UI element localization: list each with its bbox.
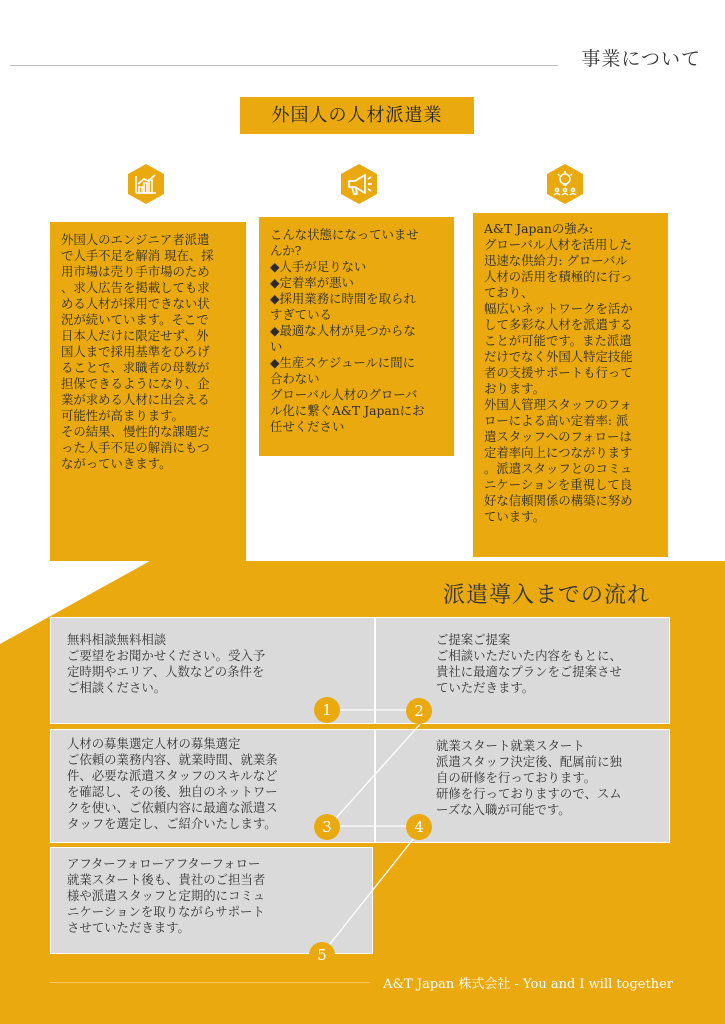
step-number-2: 2	[406, 698, 432, 724]
step-number-3: 3	[314, 814, 340, 840]
step-description: ご依頼の業務内容、就業時間、就業条 件、必要な派遣スタッフのスキルなど を確認し、その後、独自のネットワー クを使い、ご依頼内容に最適な派遣ス タッフを選定し、ご紹介いたします。	[67, 752, 278, 831]
section-title-band: 外国人の人材派遣業	[240, 97, 474, 134]
step-title: ご提案ご提案	[436, 632, 511, 647]
column-text: 外国人のエンジニア者派遣 で人手不足を解消 現在、採 用市場は売り手市場のため 、求人広告を掲載しても求 める人材が採用できない状 況が続いています。そこで 日本人だけに限定せず、外 国人まで採用基準をひろげ ることで、求職者の母数が 担保できるようになり、企 業が求める人材に出会える 可能性が高まります。 その結果、慢性的な課題だ った人手不足の解消にもつ ながっていきます。	[61, 232, 214, 471]
step-number-1: 1	[314, 697, 340, 723]
footer-divider	[50, 982, 370, 983]
step-description: ご相談いただいた内容をもとに、 貴社に最適なプランをご提案させ ていただきます。	[436, 648, 622, 695]
flow-section-title: 派遣導入までの流れ	[443, 583, 651, 608]
step-title: 就業スタート就業スタート	[436, 738, 585, 753]
step-title: アフターフォローアフターフォロー	[67, 856, 261, 871]
step-description: ご要望をお聞かせください。受入予 定時期やエリア、人数などの条件を ご相談ください。	[67, 648, 266, 695]
footer-company-tagline: A&T Japan 株式会社 - You and I will together	[383, 977, 673, 992]
step-number-5: 5	[309, 942, 335, 968]
step-number-4: 4	[406, 814, 432, 840]
step-title: 無料相談無料相談	[67, 632, 167, 647]
step-description: 就業スタート後も、貴社のご担当者 様や派遣スタッフと定期的にコミュ ニケーションを取りながらサポート させていただきます。	[67, 872, 266, 935]
step-title: 人材の募集選定人材の募集選定	[67, 736, 241, 751]
step-description: 派遣スタッフ決定後、配属前に独 自の研修を行っております。 研修を行っておりますので、スム ーズな入職が可能です。	[436, 754, 622, 817]
page-title: 事業について	[581, 48, 701, 70]
column-text: こんな状態になっていませ んか? ◆人手が足りない ◆定着率が悪い ◆採用業務に時間を取られ すぎている ◆最適な人材が見つからな い ◆生産スケジュールに間に 合わない グローバル人材のグローバ ル化に繋ぐA&T Japanにお 任せください	[270, 227, 425, 434]
column-text: A&T Japanの強み: グローバル人材を活用した 迅速な供給力: グローバル 人材の活用を積極的に行っ ており、 幅広いネットワークを活か して多彩な人材を派遣する ことが可能です。また派遣 だけでなく外国人特定技能 者の支援サポートも行って おります。 外国人管理スタッフのフォ ローによる高い定着率: 派 遣スタッフへのフォローは 定着率向上につながります 。派遣スタッフとのコミュ ニケーションを重視して良 好な信頼関係の構築に努め ています。	[484, 221, 633, 524]
